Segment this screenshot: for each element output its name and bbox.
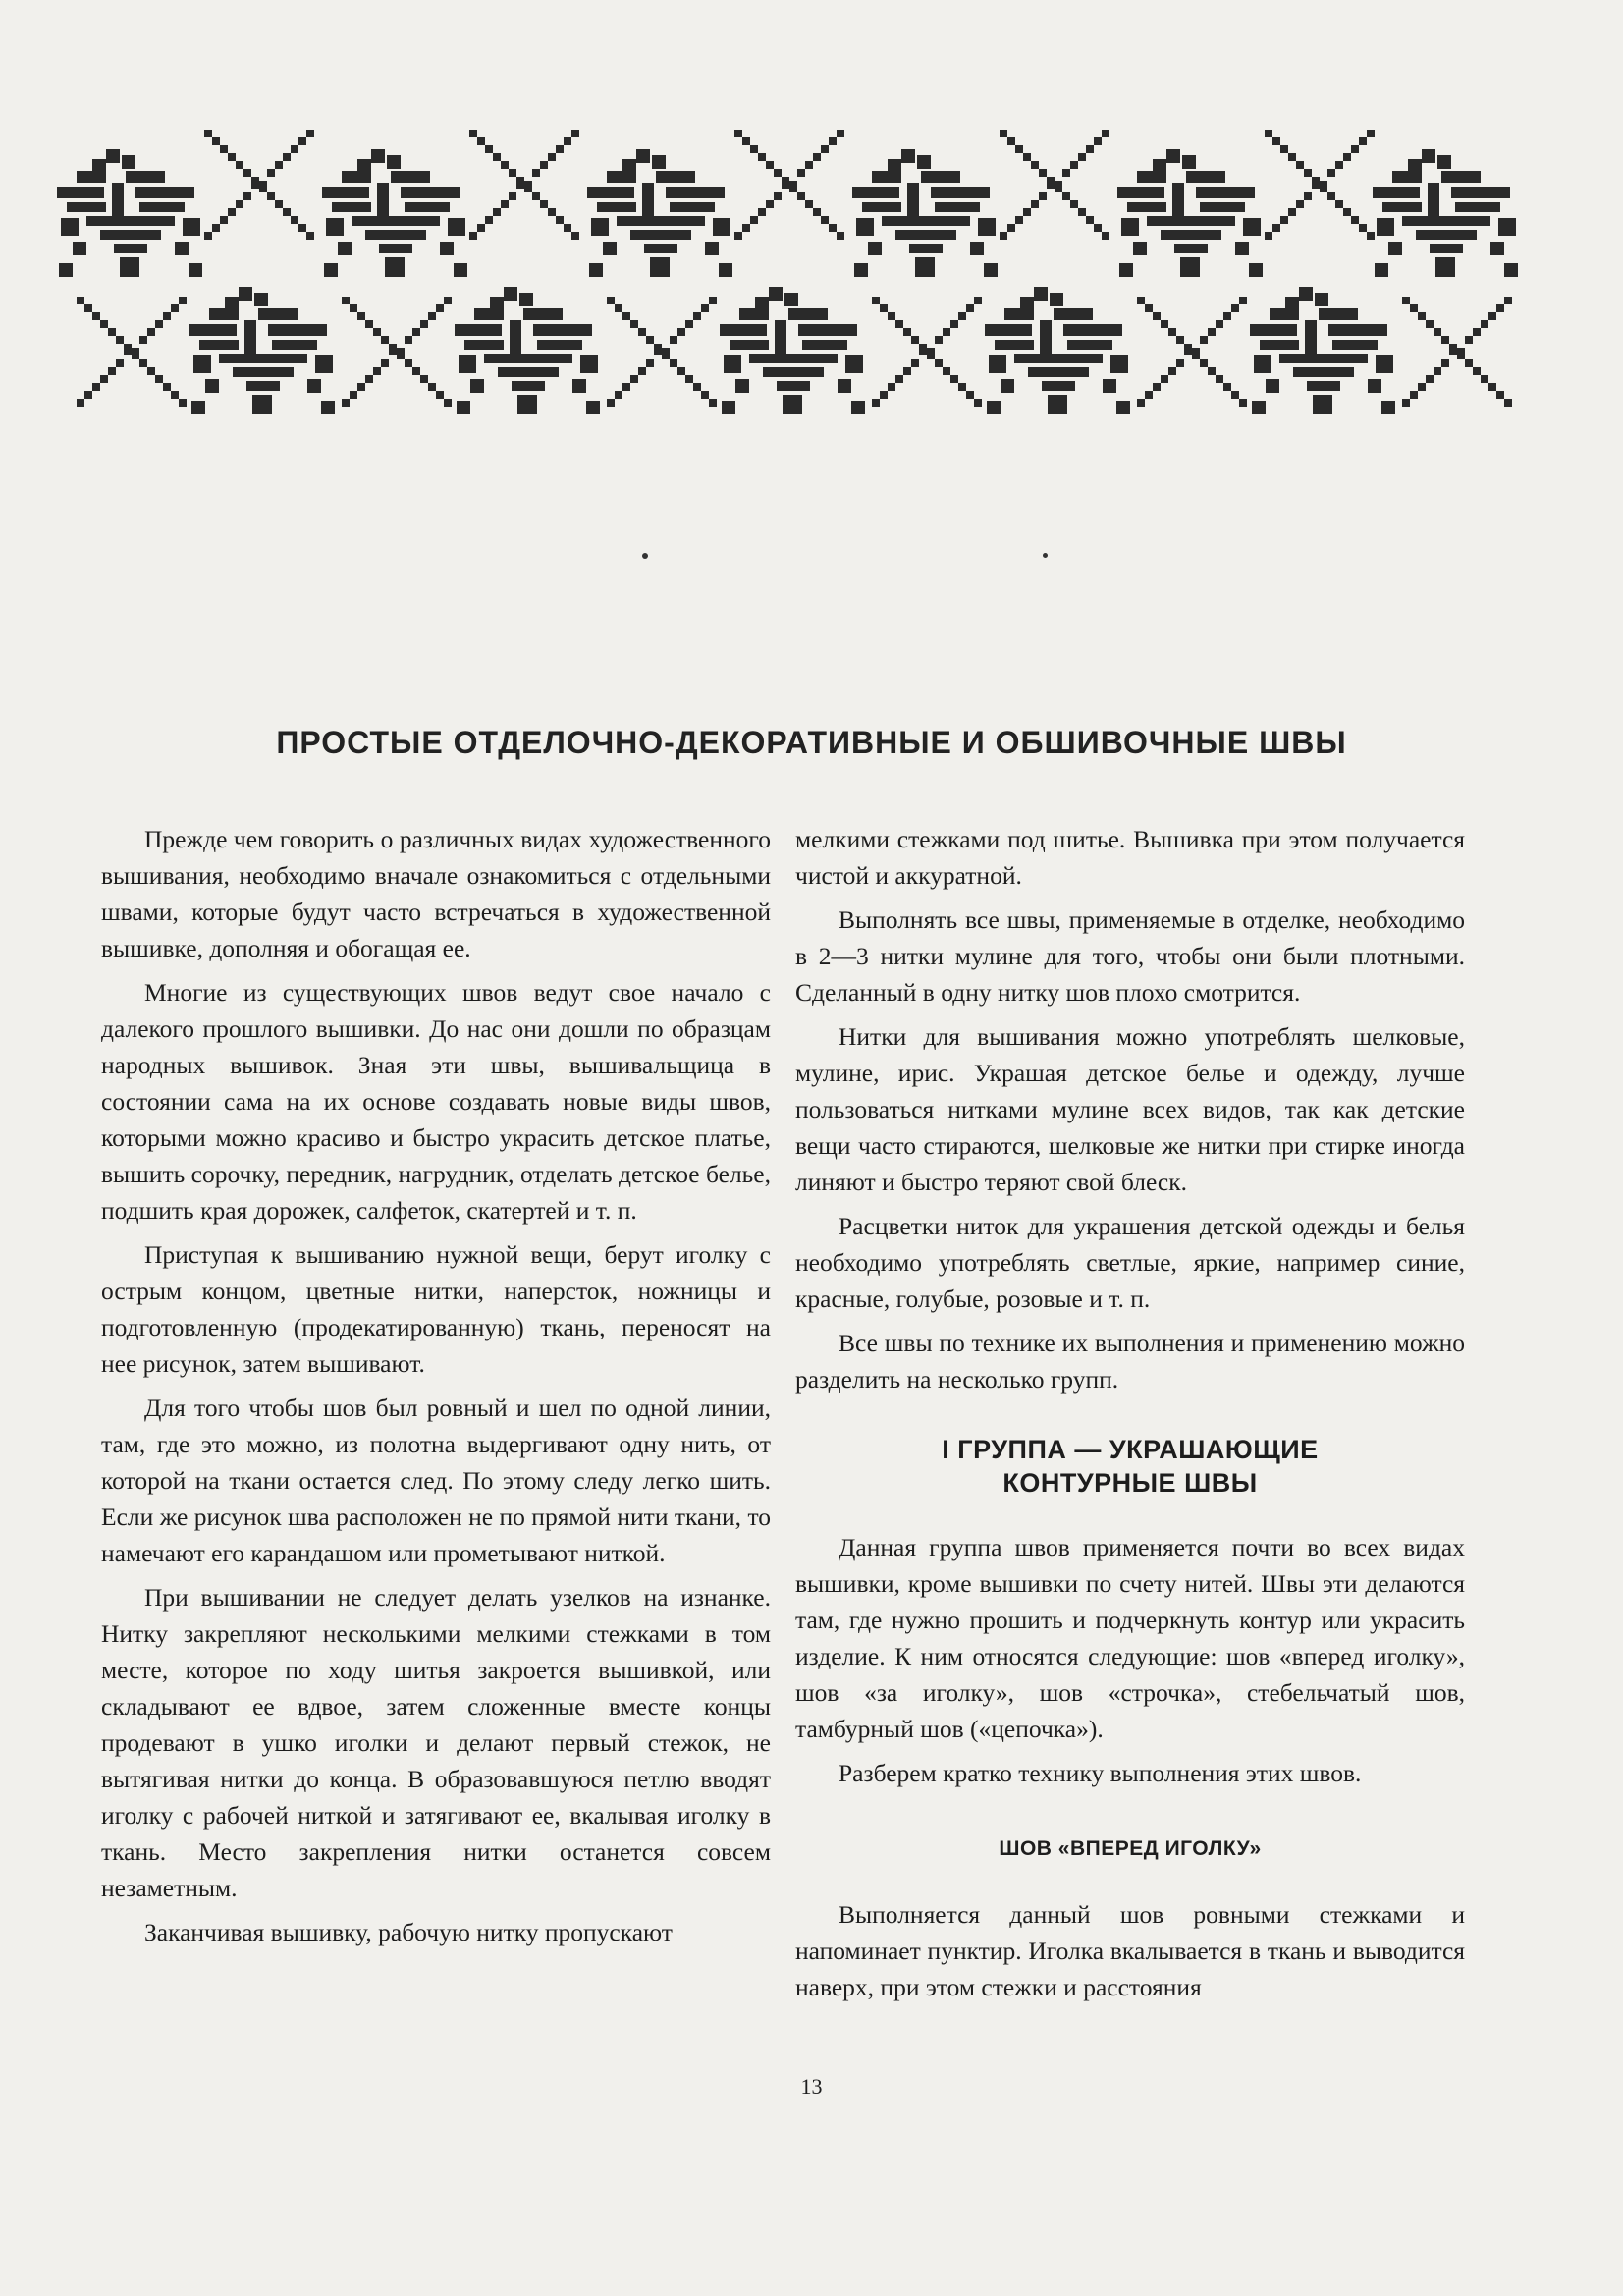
- paragraph: Нитки для вышивания можно употреблять шелковые, мулине, ирис. Украшая детское белье и одежду, лучше пользоваться нитками мулине всех видов, так как детские вещи часто стираются, шелковые же нитки при стирке иногда линяют и быстро теряют свой блеск.: [795, 1022, 1465, 1196]
- paragraph: Разберем кратко технику выполнения этих швов.: [839, 1759, 1362, 1787]
- paragraph: Все швы по технике их выполнения и применению можно разделить на несколько групп.: [795, 1329, 1465, 1394]
- paragraph: Данная группа швов применяется почти во всех видах вышивки, кроме вышивки по счету нитей. Швы эти делаются там, где нужно прошить и подчеркнуть контур или украсить изделие. К ним относятся следующие: шов «вперед иголку», шов «за иголку», шов «строчка», стебельчатый шов, тамбурный шов («цепочка»).: [795, 1533, 1465, 1743]
- print-speck: [642, 553, 648, 559]
- paragraph: Прежде чем говорить о различных видах художественного вышивания, необходимо вначале ознакомиться с отдельными швами, которые будут часто встречаться в художественной вышивке, дополняя и обогащая ее.: [101, 825, 771, 962]
- cross-stitch-border-ornament: [57, 130, 1520, 420]
- right-column: [795, 821, 1465, 2013]
- paragraph: При вышивании не следует делать узелков на изнанке. Нитку закрепляют несколькими мелкими стежками в том месте, которое по ходу шитья закроется вышивкой, или складывают ее вдвое, затем сложенные вместе концы продевают в ушко иголки и делают первый стежок, не вытягивая нитки до конца. В образовавшуюся петлю вводят иголку с рабочей ниткой и затягивают ее, вкалывая иголку в ткань. Место закрепления нитки останется совсем незаметным.: [101, 1583, 771, 1902]
- section-heading-line: КОНТУРНЫЕ ШВЫ: [1002, 1468, 1258, 1498]
- paragraph: Выполнять все швы, применяемые в отделке, необходимо в 2—3 нитки мулине для того, чтобы они были плотными. Сделанный в одну нитку шов плохо смотрится.: [795, 905, 1465, 1007]
- paragraph: Многие из существующих швов ведут свое начало с далекого прошлого вышивки. До нас они дошли по образцам народных вышивок. Зная эти швы, вышивальщица в состоянии сама на их основе создавать новые виды швов, которыми можно красиво и быстро украсить детское платье, вышить сорочку, передник, нагрудник, отделать детское белье, подшить края дорожек, салфеток, скатертей и т. п.: [101, 978, 771, 1225]
- section-heading-line: I ГРУППА — УКРАШАЮЩИЕ: [942, 1435, 1319, 1464]
- page-number: 13: [800, 2074, 823, 2099]
- left-column: [101, 821, 771, 1958]
- paragraph: Расцветки ниток для украшения детской одежды и белья необходимо употреблять светлые, яркие, например синие, красные, голубые, розовые и т. п.: [795, 1212, 1465, 1313]
- paragraph: Для того чтобы шов был ровный и шел по одной линии, там, где это можно, из полотна выдергивают одну нить, от которой на ткани остается след. По этому следу легко шить. Если же рисунок шва расположен не по прямой нити ткани, то намечают его карандашом или прометывают ниткой.: [101, 1394, 771, 1567]
- paragraph: Заканчивая вышивку, рабочую нитку пропускают: [144, 1918, 673, 1946]
- page-title: ПРОСТЫЕ ОТДЕЛОЧНО-ДЕКОРАТИВНЫЕ И ОБШИВОЧНЫЕ ШВЫ: [276, 725, 1347, 760]
- paragraph: Приступая к вышиванию нужной вещи, берут иголку с острым концом, цветные нитки, наперсток, ножницы и подготовленную (продекатированную) ткань, переносят на нее рисунок, затем вышивают.: [101, 1240, 771, 1378]
- subheading: ШОВ «ВПЕРЕД ИГОЛКУ»: [999, 1837, 1262, 1860]
- paragraph-continuation: мелкими стежками под шитье. Вышивка при этом получается чистой и аккуратной.: [795, 825, 1465, 890]
- print-speck: [1043, 553, 1048, 558]
- paragraph: Выполняется данный шов ровными стежками и напоминает пунктир. Иголка вкалывается в ткань и выводится наверх, при этом стежки и расстояния: [795, 1900, 1465, 2001]
- section-heading: [795, 1433, 1465, 1500]
